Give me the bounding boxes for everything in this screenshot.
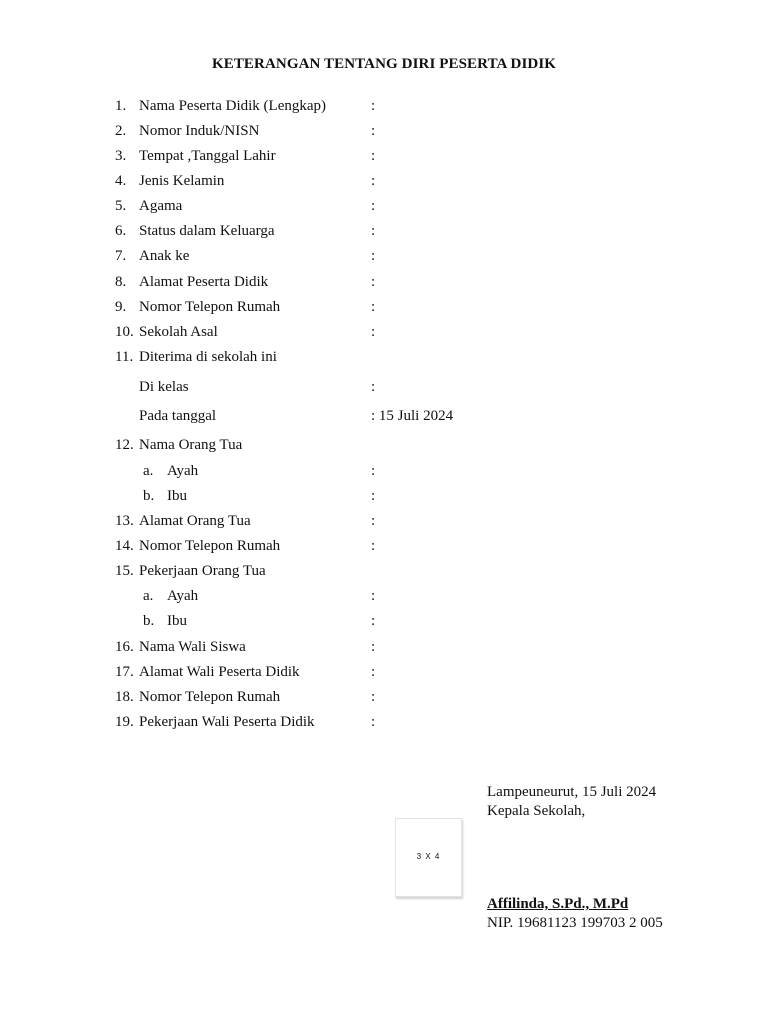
item-number: 15. (115, 563, 134, 579)
item-colon: : (371, 148, 376, 164)
item-colon: : (371, 689, 376, 705)
subitem-label: Di kelas (139, 379, 189, 395)
item-label: Alamat Wali Peserta Didik (139, 664, 300, 680)
item-colon: : (371, 538, 376, 554)
item-label: Pekerjaan Wali Peserta Didik (139, 714, 315, 730)
subitem-label: Ibu (167, 488, 187, 504)
signature-name: Affilinda, S.Pd., M.Pd (487, 896, 629, 912)
item-label: Diterima di sekolah ini (139, 349, 277, 365)
item-colon: : (371, 613, 376, 629)
item-colon: : (371, 123, 376, 139)
subitem-letter: b. (143, 613, 155, 629)
item-number: 8. (115, 274, 127, 290)
item-colon: : 15 Juli 2024 (371, 408, 454, 424)
subitem-label: Ayah (167, 588, 199, 604)
item-colon: : (371, 588, 376, 604)
item-label: Pekerjaan Orang Tua (139, 563, 266, 579)
item-colon: : (371, 299, 376, 315)
item-colon: : (371, 513, 376, 529)
document-title: KETERANGAN TENTANG DIRI PESERTA DIDIK (211, 56, 557, 72)
item-number: 9. (115, 299, 127, 315)
item-label: Nomor Telepon Rumah (139, 538, 281, 554)
item-label: Alamat Orang Tua (139, 513, 251, 529)
subitem-letter: a. (143, 588, 154, 604)
item-colon: : (371, 223, 376, 239)
signature-nip: NIP. 19681123 199703 2 005 (487, 915, 663, 931)
item-number: 1. (115, 98, 127, 114)
item-colon: : (371, 324, 376, 340)
item-label: Sekolah Asal (139, 324, 218, 340)
item-label: Nomor Telepon Rumah (139, 299, 281, 315)
item-colon: : (371, 463, 376, 479)
item-number: 14. (115, 538, 134, 554)
item-number: 12. (115, 437, 134, 453)
item-label: Nama Peserta Didik (Lengkap) (139, 98, 327, 114)
photo-placeholder (395, 818, 462, 897)
subitem-letter: b. (143, 488, 155, 504)
item-label: Tempat ,Tanggal Lahir (139, 148, 276, 164)
item-number: 18. (115, 689, 134, 705)
item-label: Nama Wali Siswa (139, 639, 246, 655)
item-label: Nama Orang Tua (139, 437, 243, 453)
item-colon: : (371, 248, 376, 264)
photo-size-label: 3 X 4 (416, 852, 441, 861)
item-number: 16. (115, 639, 134, 655)
subitem-label: Ayah (167, 463, 199, 479)
item-label: Jenis Kelamin (139, 173, 225, 189)
item-number: 13. (115, 513, 134, 529)
received-date-value: 15 Juli 2024 (378, 408, 454, 424)
item-colon: : (371, 639, 376, 655)
item-number: 10. (115, 324, 134, 340)
item-number: 2. (115, 123, 127, 139)
item-colon: : (371, 664, 376, 680)
item-number: 4. (115, 173, 127, 189)
item-label: Anak ke (139, 248, 190, 264)
item-colon: : (371, 198, 376, 214)
item-label: Alamat Peserta Didik (139, 274, 269, 290)
item-label: Nomor Telepon Rumah (139, 689, 281, 705)
item-colon: : (371, 173, 376, 189)
signature-place-date: Lampeuneurut, 15 Juli 2024 (487, 784, 657, 800)
item-label: Status dalam Keluarga (139, 223, 275, 239)
item-label: Agama (139, 198, 183, 214)
item-colon: : (371, 379, 376, 395)
subitem-label: Ibu (167, 613, 187, 629)
item-number: 7. (115, 248, 127, 264)
signature-position: Kepala Sekolah, (487, 803, 586, 819)
item-colon: : (371, 488, 376, 504)
subitem-label: Pada tanggal (139, 408, 217, 424)
item-number: 17. (115, 664, 134, 680)
item-number: 19. (115, 714, 134, 730)
item-colon: : (371, 714, 376, 730)
subitem-letter: a. (143, 463, 154, 479)
item-number: 5. (115, 198, 127, 214)
item-colon: : (371, 274, 376, 290)
item-colon: : (371, 98, 376, 114)
item-number: 11. (115, 349, 134, 365)
item-label: Nomor Induk/NISN (139, 123, 260, 139)
item-number: 6. (115, 223, 127, 239)
item-number: 3. (115, 148, 127, 164)
